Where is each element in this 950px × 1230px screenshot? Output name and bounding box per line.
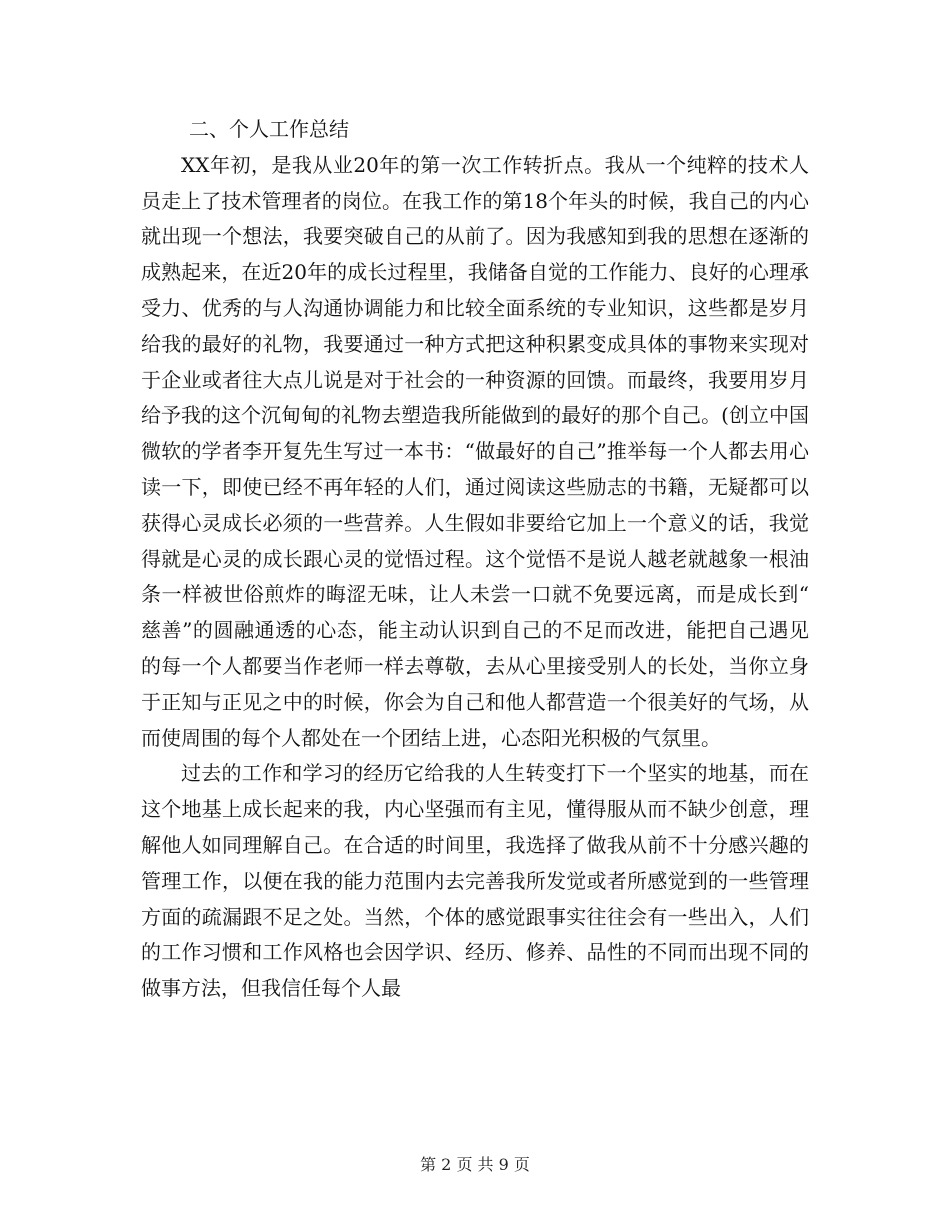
paragraph-2: 过去的工作和学习的经历它给我的人生转变打下一个坚实的地基，而在这个地基上成长起来的我，内心坚强而有主见，懂得服从而不缺少创意，理解他人如同理解自己。在合适的时间里，我选择了做我从前不十分感兴趣的管理工作，以便在我的能力范围内去完善我所发觉或者所感觉到的一些管理方面的疏漏跟不足之处。当然，个体的感觉跟事实往往会有一些出入，人们的工作习惯和工作风格也会因学识、经历、修养、品性的不同而出现不同的做事方法，但我信任每个人最	[141, 761, 809, 1001]
page-body	[141, 112, 809, 1007]
page-number-footer: 第 2 页 共 9 页	[420, 1155, 530, 1174]
section-heading: 二、个人工作总结	[189, 117, 349, 141]
paragraph-1: XX年初，是我从业20年的第一次工作转折点。我从一个纯粹的技术人员走上了技术管理者的岗位。在我工作的第18个年头的时候，我自己的内心就出现一个想法，我要突破自己的从前了。因为我感知到我的思想在逐渐的成熟起来，在近20年的成长过程里，我储备自觉的工作能力、良好的心理承受力、优秀的与人沟通协调能力和比较全面系统的专业知识，这些都是岁月给我的最好的礼物，我要通过一种方式把这种积累变成具体的事物来实现对于企业或者往大点儿说是对于社会的一种资源的回馈。而最终，我要用岁月给予我的这个沉甸甸的礼物去塑造我所能做到的最好的那个自己。(创立中国微软的学者李开复先生写过一本书：“做最好的自己”推举每一个人都去用心读一下，即使已经不再年轻的人们，通过阅读这些励志的书籍，无疑都可以获得心灵成长必须的一些营养。人生假如非要给它加上一个意义的话，我觉得就是心灵的成长跟心灵的觉悟过程。这个觉悟不是说人越老就越象一根油条一样被世俗煎炸的晦涩无味，让人未尝一口就不免要远离，而是成长到“慈善”的圆融通透的心态，能主动认识到自己的不足而改进，能把自己遇见的每一个人都要当作老师一样去尊敬，去从心里接受别人的长处，当你立身于正知与正见之中的时候，你会为自己和他人都营造一个很美好的气场，从而使周围的每个人都处在一个团结上进，心态阳光积极的气氛里。	[141, 152, 809, 750]
